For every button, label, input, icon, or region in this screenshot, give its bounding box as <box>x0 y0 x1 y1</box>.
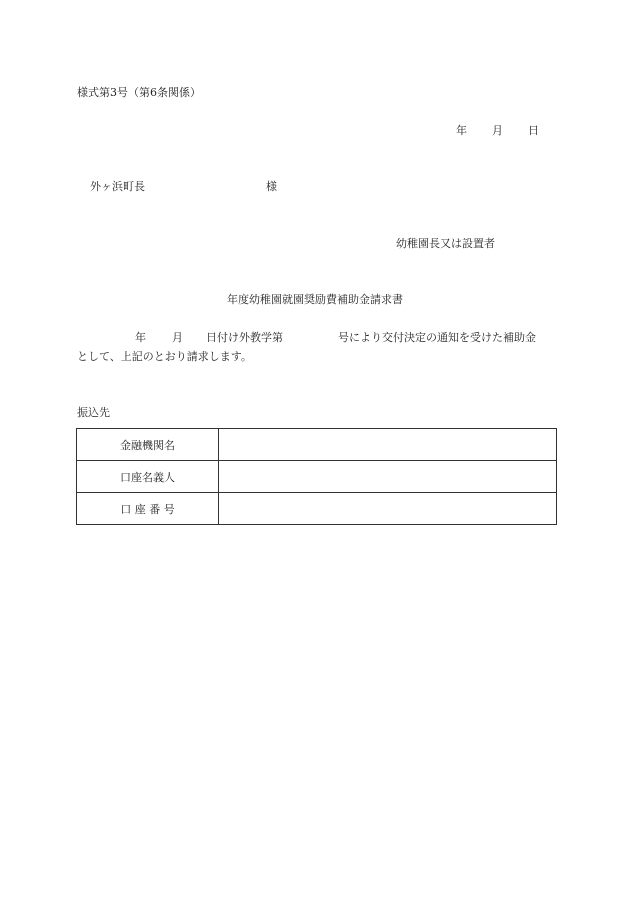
form-number: 様式第3号（第6条関係） <box>77 86 201 99</box>
account-number-label: 口 座 番 号 <box>77 493 219 525</box>
account-holder-label: 口座名義人 <box>77 461 219 493</box>
document-title: 年度幼稚園就園奨励費補助金請求書 <box>227 293 403 306</box>
body-month-label: 月 <box>172 331 183 344</box>
body-request-text: として、上記のとおり請求します。 <box>77 350 252 363</box>
body-notice-text: 号により交付決定の通知を受けた補助金 <box>338 331 536 344</box>
table-row <box>77 429 557 461</box>
body-dated-text: 日付け外教学第 <box>206 331 283 344</box>
date-day-label: 日 <box>528 124 539 137</box>
bank-table <box>76 428 557 525</box>
account-number-field[interactable] <box>219 493 557 525</box>
date-year-label: 年 <box>456 124 467 137</box>
bank-name-label: 金融機関名 <box>77 429 219 461</box>
applicant-label: 幼稚園長又は設置者 <box>396 237 495 250</box>
date-month-label: 月 <box>492 124 503 137</box>
table-row <box>77 493 557 525</box>
addressee-name: 外ヶ浜町長 <box>90 180 145 193</box>
table-row <box>77 461 557 493</box>
bank-name-field[interactable] <box>219 429 557 461</box>
account-holder-field[interactable] <box>219 461 557 493</box>
transfer-heading: 振込先 <box>77 406 110 419</box>
body-year-label: 年 <box>135 331 146 344</box>
addressee-honorific: 様 <box>266 180 277 193</box>
